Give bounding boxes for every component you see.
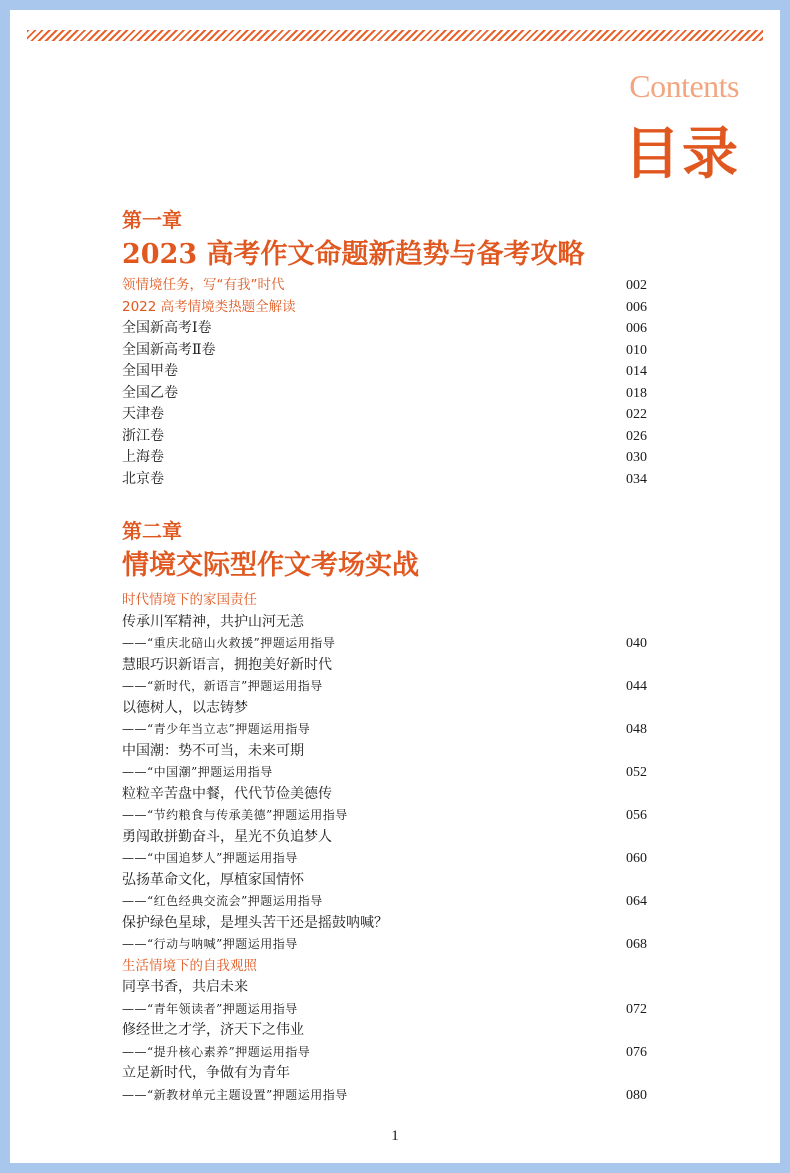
toc-page-number: 026 — [626, 428, 647, 444]
toc-page-number: 014 — [626, 364, 647, 379]
toc-entry[interactable] — [122, 404, 647, 425]
toc-entry[interactable] — [122, 383, 647, 404]
toc-entry-title: 同享书香，共启未来 — [122, 979, 248, 995]
toc-entry[interactable] — [122, 426, 647, 447]
toc-entry-title: 全国乙卷 — [122, 384, 178, 401]
toc-entry[interactable] — [122, 934, 647, 955]
toc-page-number: 076 — [626, 1044, 647, 1060]
toc-entry[interactable] — [122, 1020, 647, 1041]
toc-entry-subtitle: ——“行动与呐喊”押题运用指导 — [122, 937, 298, 951]
toc-entry[interactable] — [122, 698, 647, 719]
toc-entry[interactable] — [122, 827, 647, 848]
toc-entry[interactable] — [122, 318, 647, 339]
chapter2-title: 情境交际型作文考场实战 — [122, 550, 419, 581]
decorative-stripe — [27, 30, 763, 41]
toc-entry-subtitle: ——“重庆北碚山火救援”押题运用指导 — [122, 636, 336, 650]
toc-entry[interactable] — [122, 590, 647, 611]
toc-page-number: 068 — [626, 937, 647, 952]
toc-section-title: 2022 高考情境类热题全解读 — [122, 298, 296, 315]
toc-entry-subtitle: ——“节约粮食与传承美德”押题运用指导 — [122, 808, 348, 822]
toc-page-number: 034 — [626, 471, 647, 487]
toc-entry-title: 天津卷 — [122, 406, 164, 422]
toc-entry-title: 中国潮：势不可当，未来可期 — [122, 742, 304, 759]
toc-entry-title: 弘扬革命文化，厚植家国情怀 — [122, 871, 304, 888]
toc-entry[interactable] — [122, 1085, 647, 1106]
toc-entry-title: 粒粒辛苦盘中餐，代代节俭美德传 — [122, 785, 332, 802]
toc-entry-title: 保护绿色星球，是埋头苦干还是摇鼓呐喊？ — [122, 914, 388, 931]
toc-page-number: 006 — [626, 299, 647, 315]
toc-page-number: 052 — [626, 765, 647, 780]
toc-entry-title: 勇闯敢拼勤奋斗，星光不负追梦人 — [122, 828, 332, 845]
toc-entry[interactable] — [122, 297, 647, 318]
toc-entry-subtitle: ——“新教材单元主题设置”押题运用指导 — [122, 1087, 348, 1102]
contents-title-en: Contents — [629, 68, 739, 104]
toc-entry-title: 全国甲卷 — [122, 363, 178, 379]
toc-entry[interactable] — [122, 741, 647, 762]
toc-entry[interactable] — [122, 447, 647, 468]
toc-page-number: 060 — [626, 851, 647, 866]
toc-page-number: 072 — [626, 1001, 647, 1017]
toc-entry-title: 慧眼巧识新语言，拥抱美好新时代 — [122, 656, 332, 673]
toc-entry-title: 浙江卷 — [122, 427, 164, 444]
toc-page-number: 022 — [626, 407, 647, 422]
toc-entry-title: 全国新高考Ⅱ卷 — [122, 341, 216, 358]
toc-entry[interactable] — [122, 977, 647, 998]
toc-entry-subtitle: ——“中国追梦人”押题运用指导 — [122, 851, 298, 865]
toc-entry[interactable] — [122, 784, 647, 805]
toc-page-number: 002 — [626, 278, 647, 293]
toc-entry[interactable] — [122, 361, 647, 382]
toc-entry[interactable] — [122, 913, 647, 934]
toc-entry[interactable] — [122, 612, 647, 633]
toc-page-number: 064 — [626, 894, 647, 909]
chapter1-title: 2023 高考作文命题新趋势与备考攻略 — [122, 239, 585, 270]
toc-entry-title: 北京卷 — [122, 470, 164, 487]
toc-entry[interactable] — [122, 633, 647, 654]
toc-entry[interactable] — [122, 891, 647, 912]
toc-entry[interactable] — [122, 1063, 647, 1084]
toc-entry[interactable] — [122, 999, 647, 1020]
toc-entry-subtitle: ——“提升核心素养”押题运用指导 — [122, 1044, 311, 1059]
toc-page — [10, 10, 780, 1163]
toc-entry-title: 上海卷 — [122, 449, 164, 465]
chapter2-label: 第二章 — [122, 519, 182, 543]
toc-entry[interactable] — [122, 762, 647, 783]
toc-section-title: 领情境任务，写“有我”时代 — [122, 277, 285, 293]
toc-entry[interactable] — [122, 870, 647, 891]
contents-title-cn: 目录 — [624, 121, 740, 187]
chapter1-label: 第一章 — [122, 208, 182, 232]
toc-page-number: 030 — [626, 450, 647, 465]
toc-page-number: 006 — [626, 321, 647, 336]
toc-section-title: 生活情境下的自我观照 — [122, 957, 257, 974]
toc-entry[interactable] — [122, 340, 647, 361]
toc-entry-title: 全国新高考Ⅰ卷 — [122, 320, 212, 336]
toc-entry[interactable] — [122, 469, 647, 490]
toc-entry-subtitle: ——“青少年当立志”押题运用指导 — [122, 722, 311, 736]
toc-page-number: 044 — [626, 679, 647, 694]
toc-entry-subtitle: ——“红色经典交流会”押题运用指导 — [122, 894, 323, 908]
toc-section-title: 时代情境下的家国责任 — [122, 592, 257, 608]
toc-entry[interactable] — [122, 956, 647, 977]
toc-entry[interactable] — [122, 275, 647, 296]
toc-page-number: 080 — [626, 1087, 647, 1103]
toc-entry[interactable] — [122, 676, 647, 697]
toc-entry[interactable] — [122, 655, 647, 676]
toc-page-number: 048 — [626, 722, 647, 737]
toc-page-number: 056 — [626, 808, 647, 823]
toc-entry-subtitle: ——“中国潮”押题运用指导 — [122, 765, 273, 779]
page-number: 1 — [391, 1128, 399, 1144]
toc-entry-subtitle: ——“新时代，新语言”押题运用指导 — [122, 679, 323, 693]
toc-entry[interactable] — [122, 848, 647, 869]
toc-page-number: 040 — [626, 636, 647, 651]
toc-entry[interactable] — [122, 805, 647, 826]
toc-entry-title: 立足新时代，争做有为青年 — [122, 1065, 290, 1081]
toc-page-number: 018 — [626, 385, 647, 401]
toc-entry-title: 传承川军精神，共护山河无恙 — [122, 613, 304, 630]
toc-entry-title: 修经世之才学，济天下之伟业 — [122, 1022, 304, 1038]
toc-entry-subtitle: ——“青年领读者”押题运用指导 — [122, 1001, 298, 1016]
toc-page-number: 010 — [626, 342, 647, 358]
toc-entry-title: 以德树人，以志铸梦 — [122, 699, 248, 716]
toc-entry[interactable] — [122, 1042, 647, 1063]
toc-entry[interactable] — [122, 719, 647, 740]
